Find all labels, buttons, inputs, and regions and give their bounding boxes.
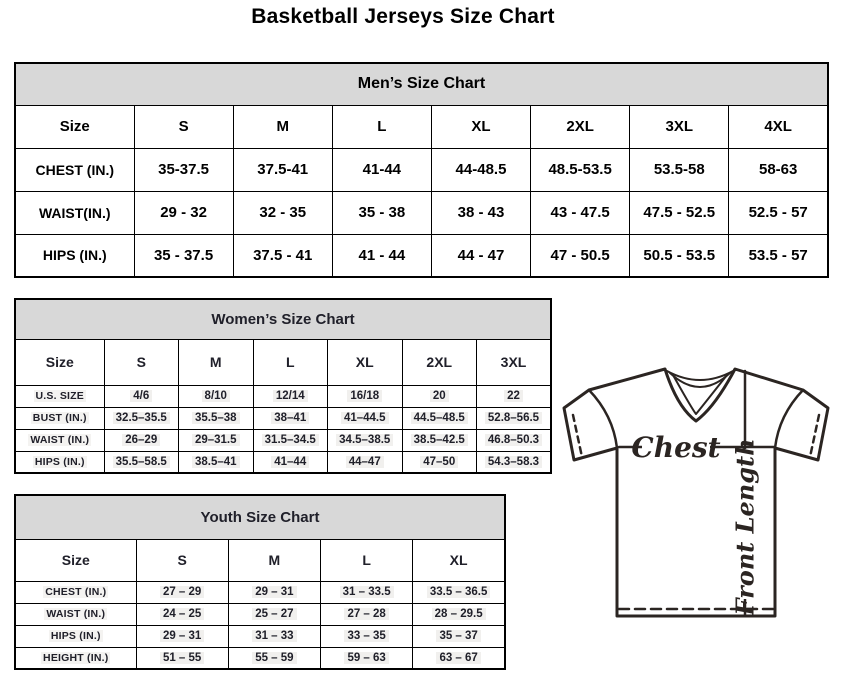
womens-table-cell: 31.5–34.5 [253, 429, 328, 451]
youth-row-label: HIPS (IN.) [15, 625, 136, 647]
youth-table-cell: 29 – 31 [228, 581, 320, 603]
mens-table-cell: 44 - 47 [431, 234, 530, 277]
womens-column-header: 3XL [477, 339, 552, 385]
youth-column-header: S [136, 539, 228, 581]
youth-chart-title: Youth Size Chart [15, 495, 505, 539]
mens-column-header: 3XL [630, 105, 729, 148]
youth-size-table [14, 494, 506, 670]
womens-table-cell: 47–50 [402, 451, 477, 473]
mens-table-cell: 37.5-41 [233, 148, 332, 191]
mens-row-label: CHEST (IN.) [15, 148, 134, 191]
youth-table-cell: 35 – 37 [413, 625, 505, 647]
mens-row-label: WAIST(IN.) [15, 191, 134, 234]
mens-table-cell: 58-63 [729, 148, 828, 191]
chest-label: Chest [631, 431, 721, 464]
mens-table-cell: 44-48.5 [431, 148, 530, 191]
womens-column-header: M [179, 339, 254, 385]
womens-column-header: S [104, 339, 179, 385]
mens-column-header: XL [431, 105, 530, 148]
page-title: Basketball Jerseys Size Chart [251, 5, 555, 28]
armhole-seam [775, 390, 803, 448]
womens-table-row [15, 429, 551, 451]
youth-table-cell: 29 – 31 [136, 625, 228, 647]
mens-table-cell: 35-37.5 [134, 148, 233, 191]
womens-table-cell: 26–29 [104, 429, 179, 451]
womens-row-label: U.S. SIZE [15, 385, 104, 407]
mens-column-header: M [233, 105, 332, 148]
womens-row-label: HIPS (IN.) [15, 451, 104, 473]
womens-column-header: XL [328, 339, 403, 385]
mens-table-cell: 47.5 - 52.5 [630, 191, 729, 234]
youth-table-cell: 31 – 33 [228, 625, 320, 647]
womens-table-cell: 38.5–41 [179, 451, 254, 473]
mens-table-cell: 48.5-53.5 [531, 148, 630, 191]
womens-table-cell: 32.5–35.5 [104, 407, 179, 429]
mens-table-cell: 35 - 38 [332, 191, 431, 234]
womens-table-cell: 44.5–48.5 [402, 407, 477, 429]
womens-size-header: Size [15, 339, 104, 385]
womens-row-label: WAIST (IN.) [15, 429, 104, 451]
womens-table-row [15, 385, 551, 407]
mens-table-row [15, 191, 828, 234]
mens-table-cell: 32 - 35 [233, 191, 332, 234]
womens-table-row [15, 451, 551, 473]
youth-table-cell: 24 – 25 [136, 603, 228, 625]
mens-table-cell: 52.5 - 57 [729, 191, 828, 234]
youth-table-row [15, 647, 505, 669]
womens-table-cell: 29–31.5 [179, 429, 254, 451]
youth-table-row [15, 625, 505, 647]
womens-table-cell: 41–44 [253, 451, 328, 473]
mens-table-cell: 38 - 43 [431, 191, 530, 234]
youth-table-cell: 33.5 – 36.5 [413, 581, 505, 603]
womens-table-cell: 35.5–58.5 [104, 451, 179, 473]
mens-table-cell: 43 - 47.5 [531, 191, 630, 234]
jersey-outline [564, 369, 828, 616]
armhole-seam [589, 390, 617, 448]
mens-column-header: 4XL [729, 105, 828, 148]
womens-table-cell: 44–47 [328, 451, 403, 473]
youth-row-label: WAIST (IN.) [15, 603, 136, 625]
mens-table-cell: 53.5 - 57 [729, 234, 828, 277]
mens-table-row [15, 148, 828, 191]
youth-table-cell: 28 – 29.5 [413, 603, 505, 625]
youth-column-header: L [321, 539, 413, 581]
jersey-diagram [553, 363, 843, 635]
youth-row-label: CHEST (IN.) [15, 581, 136, 603]
womens-column-header: 2XL [402, 339, 477, 385]
womens-table-cell: 20 [402, 385, 477, 407]
mens-column-header: 2XL [531, 105, 630, 148]
womens-column-header: L [253, 339, 328, 385]
mens-size-header: Size [15, 105, 134, 148]
cuff-dash-line [810, 415, 819, 457]
youth-table-cell: 27 – 29 [136, 581, 228, 603]
youth-table-cell: 33 – 35 [321, 625, 413, 647]
womens-table-cell: 35.5–38 [179, 407, 254, 429]
mens-table-cell: 37.5 - 41 [233, 234, 332, 277]
womens-table-cell: 46.8–50.3 [477, 429, 552, 451]
youth-table-cell: 31 – 33.5 [321, 581, 413, 603]
womens-chart-title: Women’s Size Chart [15, 299, 551, 339]
womens-table-cell: 54.3–58.3 [477, 451, 552, 473]
youth-table-row [15, 581, 505, 603]
mens-table-cell: 35 - 37.5 [134, 234, 233, 277]
youth-column-header: M [228, 539, 320, 581]
cuff-dash-line [573, 415, 582, 457]
womens-table-row [15, 407, 551, 429]
mens-chart-title: Men’s Size Chart [15, 63, 828, 105]
mens-table-cell: 29 - 32 [134, 191, 233, 234]
womens-table-cell: 38–41 [253, 407, 328, 429]
womens-size-table [14, 298, 552, 474]
youth-table-cell: 51 – 55 [136, 647, 228, 669]
womens-table-cell: 52.8–56.5 [477, 407, 552, 429]
youth-table-cell: 63 – 67 [413, 647, 505, 669]
mens-table-cell: 41-44 [332, 148, 431, 191]
womens-table-cell: 8/10 [179, 385, 254, 407]
mens-column-header: L [332, 105, 431, 148]
youth-row-label: HEIGHT (IN.) [15, 647, 136, 669]
mens-table-cell: 53.5-58 [630, 148, 729, 191]
mens-column-header: S [134, 105, 233, 148]
youth-column-header: XL [413, 539, 505, 581]
front-length-label: Front Length [730, 438, 760, 616]
womens-table-cell: 12/14 [253, 385, 328, 407]
mens-row-label: HIPS (IN.) [15, 234, 134, 277]
womens-table-cell: 41–44.5 [328, 407, 403, 429]
womens-row-label: BUST (IN.) [15, 407, 104, 429]
youth-table-cell: 59 – 63 [321, 647, 413, 669]
womens-table-cell: 16/18 [328, 385, 403, 407]
mens-table-cell: 50.5 - 53.5 [630, 234, 729, 277]
womens-table-cell: 38.5–42.5 [402, 429, 477, 451]
youth-table-row [15, 603, 505, 625]
mens-table-row [15, 234, 828, 277]
mens-table-cell: 41 - 44 [332, 234, 431, 277]
womens-table-cell: 4/6 [104, 385, 179, 407]
mens-size-table [14, 62, 829, 278]
youth-table-cell: 55 – 59 [228, 647, 320, 669]
womens-table-cell: 34.5–38.5 [328, 429, 403, 451]
womens-table-cell: 22 [477, 385, 552, 407]
mens-table-cell: 47 - 50.5 [531, 234, 630, 277]
youth-table-cell: 25 – 27 [228, 603, 320, 625]
youth-size-header: Size [15, 539, 136, 581]
youth-table-cell: 27 – 28 [321, 603, 413, 625]
